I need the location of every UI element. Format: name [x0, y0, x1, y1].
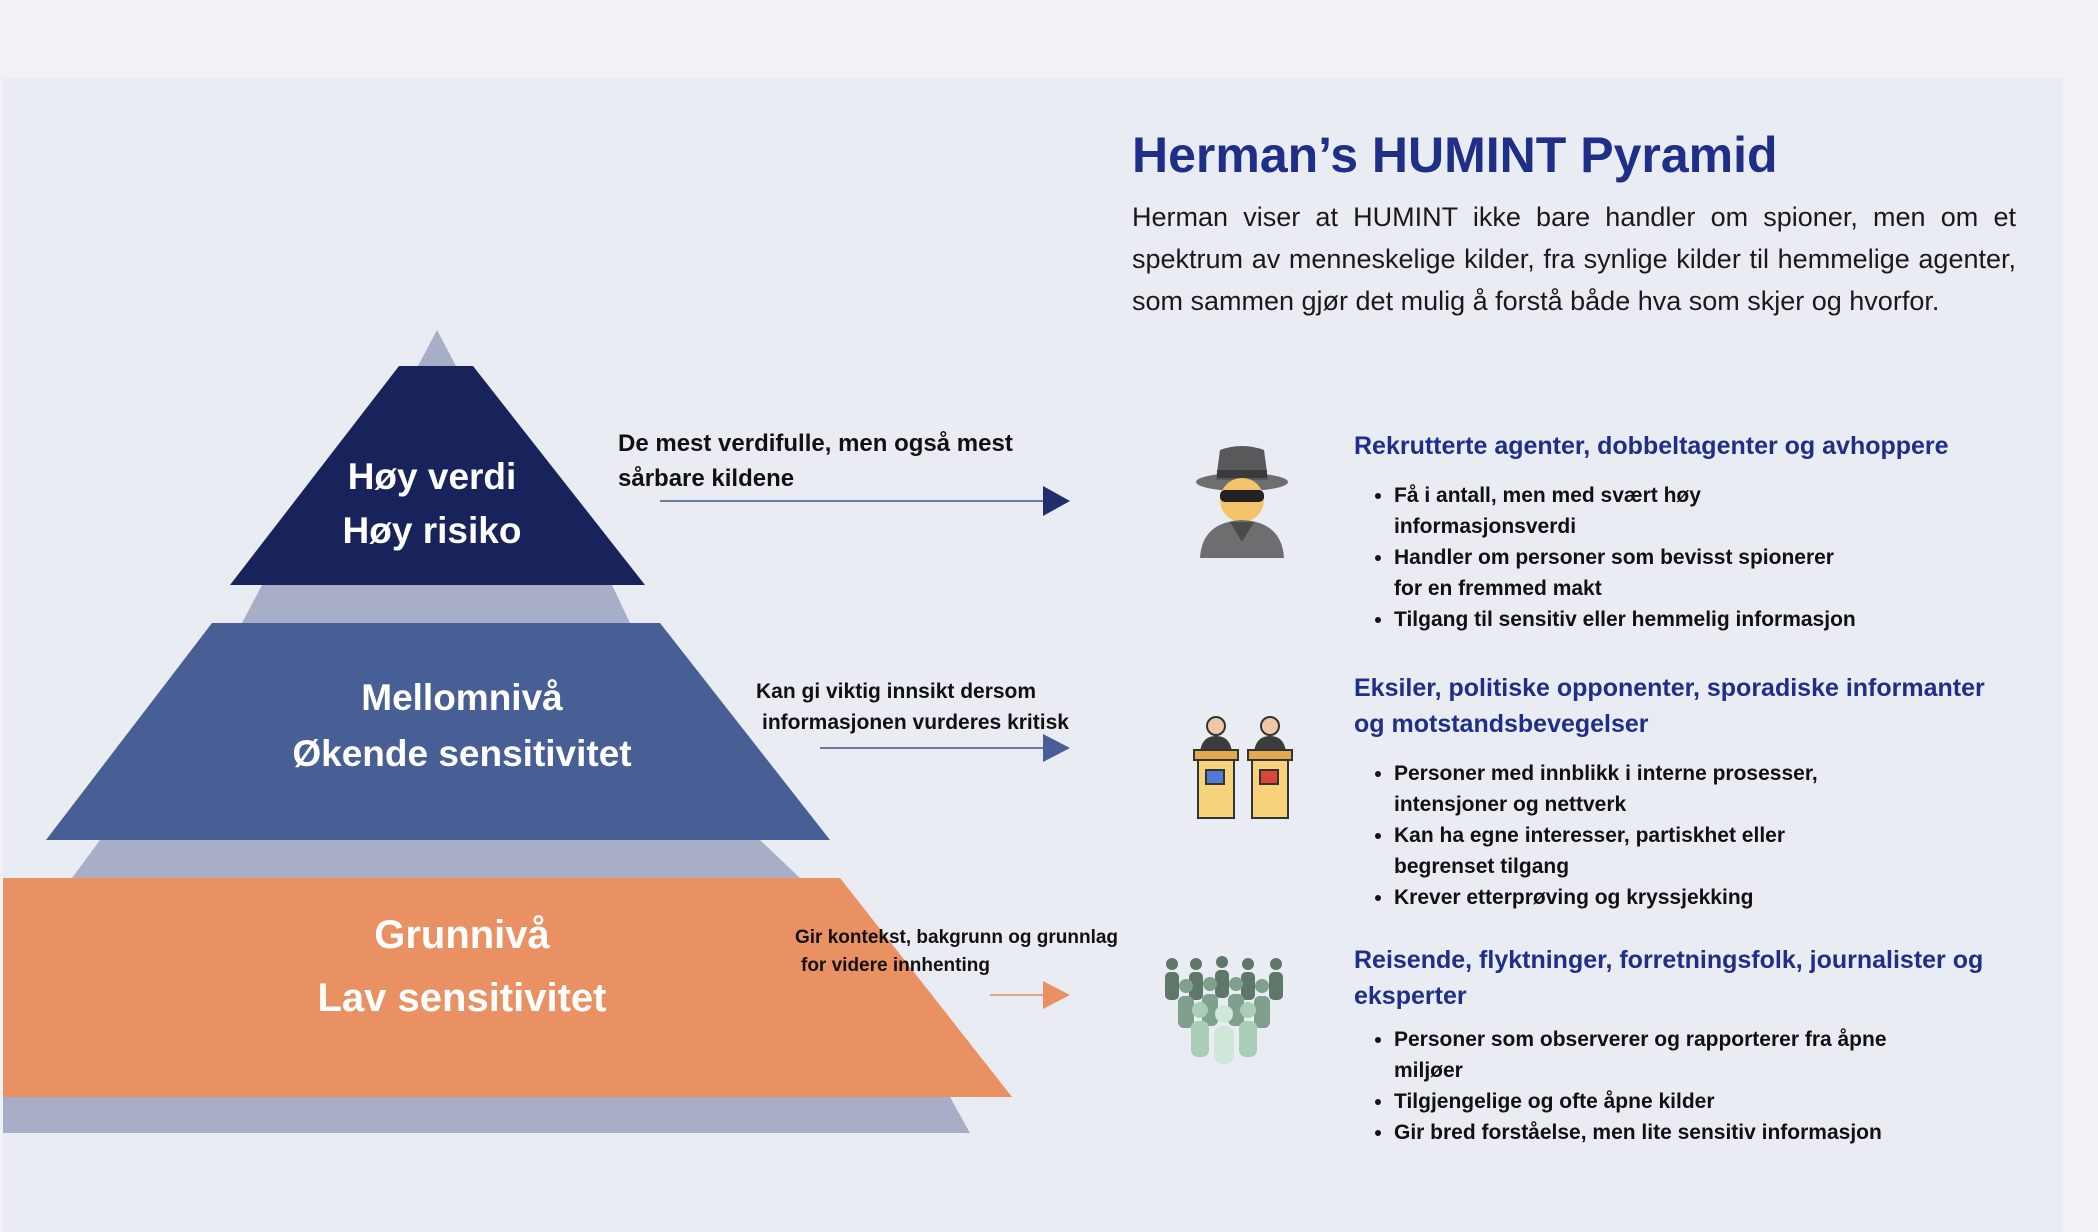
page-title: Herman’s HUMINT Pyramid	[1132, 127, 1778, 183]
arrow-head-top	[1043, 486, 1070, 516]
tier-label-top-line2: Høy risiko	[342, 510, 522, 551]
pyramid-shadow-base	[3, 1097, 970, 1133]
callout-base	[795, 924, 1118, 980]
callout-base-line2: for videre innhenting	[801, 955, 990, 976]
callout-top-line1: De mest verdifulle, men også mest	[618, 430, 1013, 457]
list-item: • Personer med innblikk i interne prosesser, intensjoner og nettverk	[1394, 758, 1818, 820]
tier-label-middle-line2: Økende sensitivitet	[292, 733, 632, 774]
intro-paragraph: Herman viser at HUMINT ikke bare handler om spioner, men om et spektrum av menneskelige kilder, fra synlige kilder til hemmelige agenter, som sammen gjør det mulig å forstå både hva som skjer og hvorfor.	[1132, 202, 2016, 316]
section-heading-top	[1354, 428, 1949, 464]
arrow-head-middle	[1043, 734, 1070, 762]
bullet-list-middle	[1354, 758, 1818, 913]
section-heading-base	[1354, 942, 1983, 1014]
tier-label-top-line1: Høy verdi	[347, 456, 517, 497]
list-item: • Handler om personer som bevisst spionerer for en fremmed makt	[1394, 542, 1856, 604]
bullet-list-top	[1354, 480, 1856, 635]
pyramid-shadow-top	[242, 585, 630, 623]
tier-label-middle	[222, 670, 702, 782]
list-item: • Krever etterprøving og kryssjekking	[1394, 882, 1818, 913]
callout-base-line1: Gir kontekst, bakgrunn og grunnlag	[795, 927, 1119, 948]
callout-middle-line1: Kan gi viktig innsikt dersom	[756, 680, 1037, 703]
crowd-icon	[1160, 956, 1290, 1064]
section-heading-base-line2: eksperter	[1354, 982, 1467, 1010]
list-item: • Tilgjengelige og ofte åpne kilder	[1394, 1086, 1887, 1117]
callout-middle	[756, 676, 1069, 738]
tier-label-base-line2: Lav sensitivitet	[317, 976, 607, 1020]
list-item: • Tilgang til sensitiv eller hemmelig informasjon	[1394, 604, 1856, 635]
list-item: • Få i antall, men med svært høy informasjonsverdi	[1394, 480, 1856, 542]
section-heading-middle	[1354, 670, 1985, 742]
section-heading-middle-line2: og motstandsbevegelser	[1354, 710, 1649, 738]
list-item: • Kan ha egne interesser, partiskhet eller begrenset tilgang	[1394, 820, 1818, 882]
callout-top	[618, 426, 1013, 496]
tier-label-middle-line1: Mellomnivå	[361, 677, 563, 718]
pyramid-shadow-middle	[72, 840, 800, 878]
spy-icon	[1192, 442, 1292, 558]
section-heading-top-line1: Rekrutterte agenter, dobbeltagenter og avhoppere	[1354, 432, 1949, 460]
callout-top-line2: sårbare kildene	[618, 465, 795, 492]
list-item: • Gir bred forståelse, men lite sensitiv informasjon	[1394, 1117, 1887, 1148]
list-item: • Personer som observerer og rapporterer fra åpne miljøer	[1394, 1024, 1887, 1086]
pyramid-apex	[418, 330, 456, 366]
section-heading-middle-line1: Eksiler, politiske opponenter, sporadiske informanter	[1354, 674, 1985, 702]
arrow-head-base	[1043, 981, 1070, 1009]
politicians-at-podiums-icon	[1190, 714, 1296, 820]
callout-middle-line2: informasjonen vurderes kritisk	[762, 711, 1069, 734]
tier-label-top	[312, 450, 552, 558]
tier-label-base-line1: Grunnivå	[374, 913, 550, 957]
tier-label-base	[222, 904, 702, 1030]
bullet-list-base	[1354, 1024, 1887, 1148]
section-heading-base-line1: Reisende, flyktninger, forretningsfolk, journalister og	[1354, 946, 1984, 974]
